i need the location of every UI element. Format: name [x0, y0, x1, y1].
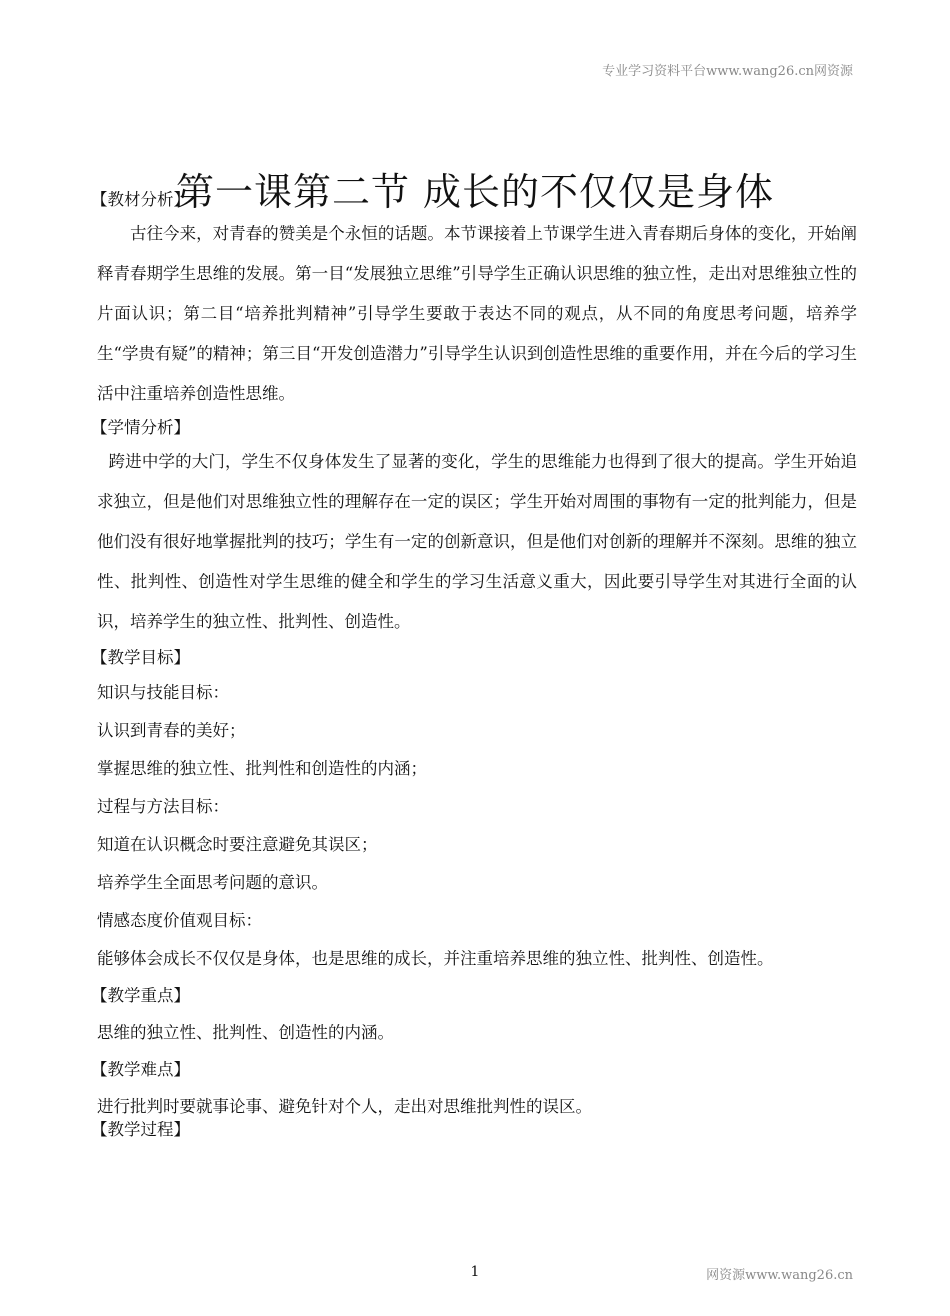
- goal-line: 知道在认识概念时要注意避免其误区；: [97, 835, 378, 854]
- footer-site-note: 网资源www.wang26.cn: [706, 1268, 853, 1283]
- student-analysis-paragraph: 跨进中学的大门，学生不仅身体发生了显著的变化，学生的思维能力也得到了很大的提高。学生开始追求独立，但是他们对思维独立性的理解存在一定的误区；学生开始对周围的事物有一定的批判能力，但是他们没有很好地掌握批判的技巧；学生有一定的创新意识，但是他们对创新的理解并不深刻。思维的独立性、批判性、创造性对学生思维的健全和学生的学习生活意义重大，因此要引导学生对其进行全面的认识，培养学生的独立性、批判性、创造性。: [97, 452, 857, 631]
- page-number: 1: [470, 1264, 480, 1280]
- difficulties-text: 进行批判时要就事论事、避免针对个人，走出对思维批判性的误区。: [97, 1097, 592, 1116]
- section-heading-teaching-process: 【教学过程】: [91, 1120, 190, 1139]
- goal-line: 知识与技能目标：: [97, 683, 229, 702]
- goal-line: 过程与方法目标：: [97, 797, 229, 816]
- section-heading-difficulties: 【教学难点】: [91, 1060, 190, 1079]
- goal-line: 能够体会成长不仅仅是身体，也是思维的成长，并注重培养思维的独立性、批判性、创造性。: [97, 949, 774, 968]
- material-analysis-paragraph: 古往今来，对青春的赞美是个永恒的话题。本节课接着上节课学生进入青春期后身体的变化，开始阐释青春期学生思维的发展。第一目“发展独立思维”引导学生正确认识思维的独立性，走出对思维独立性的片面认识；第二目“培养批判精神”引导学生要敢于表达不同的观点，从不同的角度思考问题，培养学生“学贵有疑”的精神；第三目“开发创造潜力”引导学生认识到创造性思维的重要作用，并在今后的学习生活中注重培养创造性思维。: [97, 224, 857, 403]
- page-title: 第一课第二节 成长的不仅仅是身体: [175, 170, 775, 215]
- goal-line: 情感态度价值观目标：: [97, 911, 262, 930]
- section-heading-key-points: 【教学重点】: [91, 986, 190, 1005]
- header-site-note: 专业学习资料平台www.wang26.cn网资源: [602, 64, 853, 79]
- section-heading-teaching-goals: 【教学目标】: [91, 648, 190, 667]
- goal-line: 认识到青春的美好；: [97, 721, 246, 740]
- goal-line: 掌握思维的独立性、批判性和创造性的内涵；: [97, 759, 427, 778]
- section-heading-student-analysis: 【学情分析】: [91, 418, 190, 437]
- key-points-text: 思维的独立性、批判性、创造性的内涵。: [97, 1023, 394, 1042]
- section-heading-material-analysis: 【教材分析】: [91, 190, 190, 209]
- goal-line: 培养学生全面思考问题的意识。: [97, 873, 328, 892]
- document-body: [91, 186, 857, 1144]
